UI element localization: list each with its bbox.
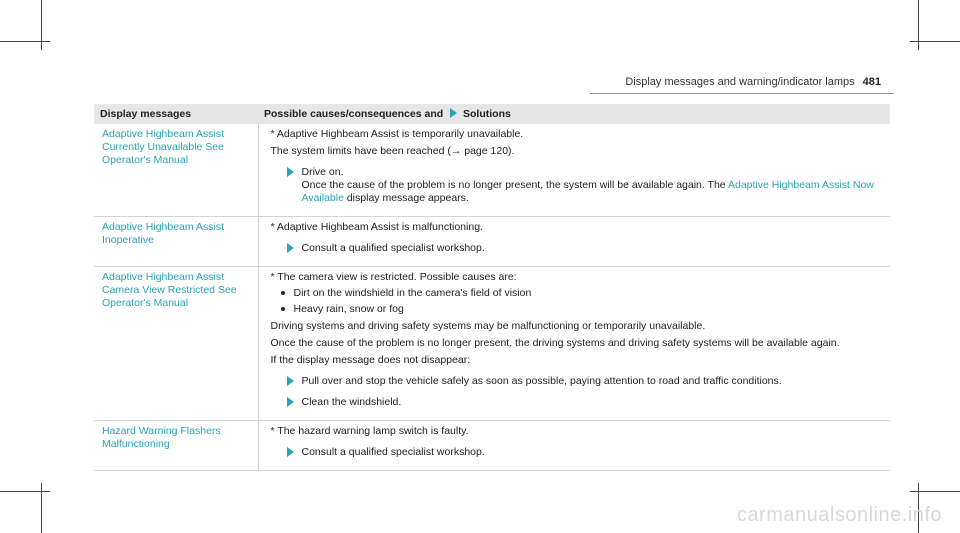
watermark: carmanualsonline.info xyxy=(736,504,942,526)
bullet-text: Dirt on the windshield in the camera's field of vision xyxy=(293,287,532,299)
bullet-dot xyxy=(281,291,285,295)
solution-text: Clean the windshield. xyxy=(301,396,402,408)
bullet-dot xyxy=(281,307,285,311)
solution-step xyxy=(287,446,885,459)
bullet-text: Heavy rain, snow or fog xyxy=(293,303,404,315)
cause-text: * The camera view is restricted. Possible causes are: xyxy=(270,271,517,283)
paragraph: Driving systems and driving safety systems may be malfunctioning or temporarily unavailable. xyxy=(270,320,706,332)
play-arrow-icon xyxy=(287,243,294,253)
running-head-title: Display messages and warning/indicator lamps xyxy=(625,76,855,88)
crop-mark xyxy=(41,0,42,50)
table-row xyxy=(94,421,890,471)
paragraph: Once the cause of the problem is no longer present, the driving systems and driving safety systems will be available again. xyxy=(270,337,840,349)
cause-text: * Adaptive Highbeam Assist is malfunctioning. xyxy=(270,221,483,233)
solution-text: display message appears. xyxy=(346,192,469,204)
crop-mark xyxy=(0,41,50,42)
table-row xyxy=(94,267,890,421)
solution-text: Drive on. xyxy=(301,166,344,178)
column-header-causes xyxy=(258,104,890,124)
crop-mark xyxy=(910,491,960,492)
solution-text: Once the cause of the problem is no longer present, the system will be available again. The xyxy=(301,179,726,191)
table-header-row xyxy=(94,104,890,124)
display-message: Adaptive Highbeam Assist Camera View Restricted See Operator's Manual xyxy=(94,267,258,421)
solution-text: Consult a qualified specialist workshop. xyxy=(301,242,485,254)
causes-cell xyxy=(258,421,890,471)
solution-step xyxy=(287,166,885,205)
solution-step xyxy=(287,375,885,388)
header-rule xyxy=(590,93,894,94)
table-row xyxy=(94,124,890,217)
play-arrow-icon xyxy=(287,376,294,386)
crop-mark xyxy=(0,491,50,492)
paragraph: The system limits have been reached (→ page 120). xyxy=(270,145,515,157)
display-message-ref: Adaptive Highbeam Assist Now Available xyxy=(301,179,874,204)
causes-cell xyxy=(258,217,890,267)
bullet-item xyxy=(281,287,885,300)
cause-text: * The hazard warning lamp switch is faulty. xyxy=(270,425,469,437)
paragraph: If the display message does not disappear: xyxy=(270,354,471,366)
column-header-messages: Display messages xyxy=(94,104,258,124)
bullet-item xyxy=(281,303,885,316)
crop-mark xyxy=(910,41,960,42)
column-header-causes-text: Possible causes/consequences and xyxy=(264,107,444,120)
solution-text: Pull over and stop the vehicle safely as soon as possible, paying attention to road and traffic conditions. xyxy=(301,375,782,387)
solution-detail xyxy=(302,179,885,205)
solution-text: Consult a qualified specialist workshop. xyxy=(301,446,485,458)
page-number: 481 xyxy=(862,76,881,88)
display-message: Adaptive Highbeam Assist Currently Unavailable See Operator's Manual xyxy=(94,124,258,217)
play-arrow-icon xyxy=(450,108,457,118)
display-message: Hazard Warning Flashers Malfunctioning xyxy=(94,421,258,471)
causes-cell xyxy=(258,267,890,421)
display-messages-table xyxy=(94,104,890,471)
display-message: Adaptive Highbeam Assist Inoperative xyxy=(94,217,258,267)
crop-mark xyxy=(918,0,919,50)
play-arrow-icon xyxy=(287,397,294,407)
column-header-solutions-text: Solutions xyxy=(463,107,511,120)
cause-text: * Adaptive Highbeam Assist is temporarily unavailable. xyxy=(270,128,524,140)
running-head xyxy=(625,76,881,88)
play-arrow-icon xyxy=(287,447,294,457)
causes-cell xyxy=(258,124,890,217)
play-arrow-icon xyxy=(287,167,294,177)
solution-step xyxy=(287,396,885,409)
solution-step xyxy=(287,242,885,255)
table-row xyxy=(94,217,890,267)
